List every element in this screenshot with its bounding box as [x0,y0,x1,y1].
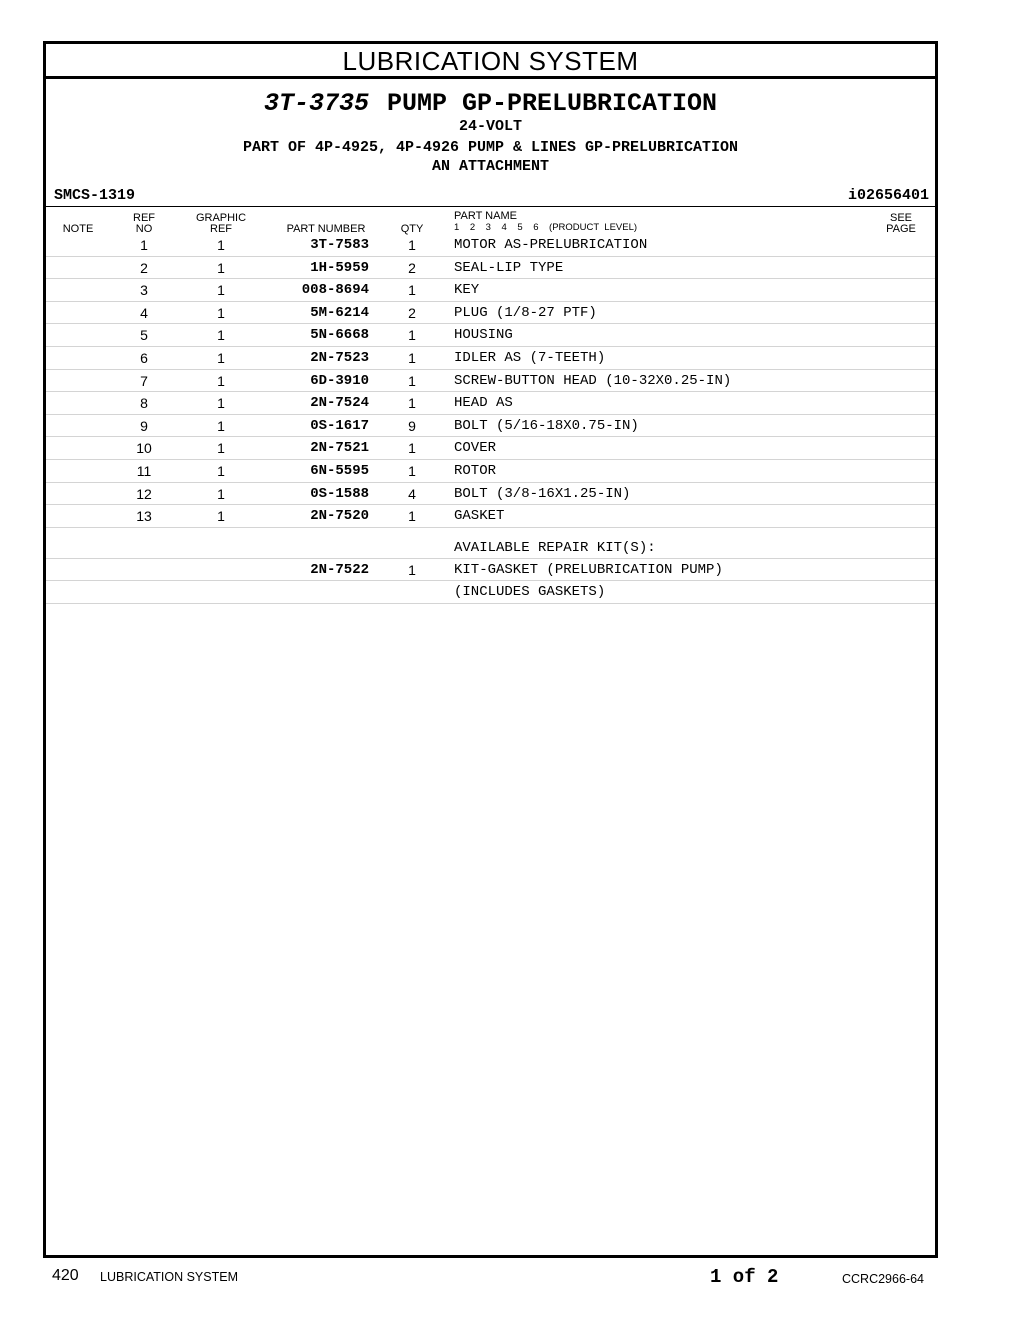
footer-page-of: 1 of 2 [710,1266,779,1288]
ref-no: 4 [140,304,148,321]
section-title: LUBRICATION SYSTEM [46,44,935,79]
graphic-ref: 1 [217,259,225,276]
quantity: 1 [408,508,416,525]
group-part-name: PUMP GP-PRELUBRICATION [386,89,718,118]
part-title [46,89,935,118]
ref-no: 11 [136,462,152,479]
part-name: SCREW-BUTTON HEAD (10-32X0.25-IN) [454,372,732,389]
col-product-level: 1 2 3 4 5 6 (PRODUCT LEVEL) [454,222,638,233]
graphic-ref: 1 [217,440,225,457]
ref-no: 9 [140,417,148,434]
part-name: HOUSING [454,327,513,344]
table-row [46,257,935,280]
graphic-ref: 1 [217,282,225,299]
part-name: KEY [454,282,480,299]
col-ref-top: REF [133,212,155,224]
col-see-bottom: PAGE [886,223,916,235]
graphic-ref: 1 [217,304,225,321]
table-row [46,324,935,347]
col-qty: QTY [400,223,424,235]
table-row [46,505,935,528]
part-name: COVER [454,440,497,457]
table-row [46,302,935,325]
ref-no: 7 [140,372,148,389]
part-name: GASKET [454,508,505,525]
repair-kit-heading: AVAILABLE REPAIR KIT(S): [454,539,656,556]
part-name: BOLT (5/16-18X0.75-IN) [454,417,639,434]
graphic-ref: 1 [217,395,225,412]
graphic-ref: 1 [217,485,225,502]
quantity: 1 [408,327,416,344]
repair-kit-row [46,559,935,582]
table-row [46,415,935,438]
repair-kit-note-row [46,581,935,604]
repair-kit-part-number: 2N-7522 [310,561,369,578]
part-number: 3T-7583 [310,237,369,253]
table-row [46,392,935,415]
graphic-ref: 1 [217,462,225,479]
ref-no: 10 [136,440,152,457]
part-number: 0S-1617 [310,417,369,434]
quantity: 1 [408,349,416,366]
part-subtitle-part-of: PART OF 4P-4925, 4P-4926 PUMP & LINES GP-PRELUBRICATION [242,139,739,156]
col-graphic-bottom: REF [210,223,232,235]
repair-kit-quantity: 1 [408,561,416,578]
ref-no: 2 [140,259,148,276]
part-number: 2N-7521 [310,440,369,457]
part-number: 1H-5959 [310,259,369,276]
part-number: 2N-7523 [310,349,369,366]
quantity: 1 [408,395,416,412]
graphic-ref: 1 [217,237,225,253]
repair-kit-heading-row [46,528,935,559]
table-row [46,370,935,393]
part-number: 5N-6668 [310,327,369,344]
table-row [46,234,935,257]
repair-kit-name: KIT-GASKET (PRELUBRICATION PUMP) [454,561,723,578]
col-part-number: PART NUMBER [286,223,366,235]
quantity: 2 [408,304,416,321]
quantity: 1 [408,462,416,479]
ref-no: 5 [140,327,148,344]
quantity: 1 [408,282,416,299]
part-number: 2N-7520 [310,508,369,525]
quantity: 2 [408,259,416,276]
part-name: PLUG (1/8-27 PTF) [454,304,597,321]
part-number: 6D-3910 [310,372,369,389]
part-name: ROTOR [454,462,497,479]
part-name: BOLT (3/8-16X1.25-IN) [454,485,631,502]
part-name: IDLER AS (7-TEETH) [454,349,606,366]
quantity: 1 [408,237,416,253]
part-name: HEAD AS [454,395,513,412]
part-name: MOTOR AS-PRELUBRICATION [454,237,648,253]
part-number: 008-8694 [301,282,369,299]
graphic-ref: 1 [217,327,225,344]
graphic-ref: 1 [217,349,225,366]
ref-no: 6 [140,349,148,366]
ref-no: 8 [140,395,148,412]
header-rule [46,206,935,207]
graphic-ref: 1 [217,417,225,434]
table-row [46,460,935,483]
footer-page-number: 420 [52,1267,79,1284]
table-row [46,437,935,460]
part-subtitle-attachment: AN ATTACHMENT [431,158,550,175]
quantity: 9 [408,417,416,434]
table-row [46,347,935,370]
col-note: NOTE [62,223,94,235]
graphic-ref: 1 [217,508,225,525]
footer-section-name: LUBRICATION SYSTEM [100,1270,238,1284]
footer-document-code: CCRC2966-64 [842,1272,924,1286]
part-number: 6N-5595 [310,462,369,479]
quantity: 4 [408,485,416,502]
part-number: 0S-1588 [310,485,369,502]
table-row [46,483,935,506]
ref-no: 1 [140,237,148,253]
parts-list [46,234,935,604]
repair-kit-note: (INCLUDES GASKETS) [454,584,606,601]
ref-no: 12 [136,485,152,502]
table-row [46,279,935,302]
quantity: 1 [408,440,416,457]
part-number: 2N-7524 [310,395,369,412]
col-part-name: PART NAME [454,210,517,222]
smcs-code: SMCS-1319 [54,187,136,204]
part-subtitle-voltage: 24-VOLT [458,118,522,135]
part-number: 5M-6214 [310,304,369,321]
col-graphic-top: GRAPHIC [195,212,247,224]
part-name: SEAL-LIP TYPE [454,259,564,276]
page-frame [43,41,938,1258]
col-see-top: SEE [889,212,912,224]
graphic-ref: 1 [217,372,225,389]
group-part-number: 3T-3735 [263,89,369,118]
ref-no: 13 [136,508,152,525]
quantity: 1 [408,372,416,389]
illustration-id: i02656401 [847,187,929,204]
ref-no: 3 [140,282,148,299]
col-ref-bottom: NO [135,223,153,235]
